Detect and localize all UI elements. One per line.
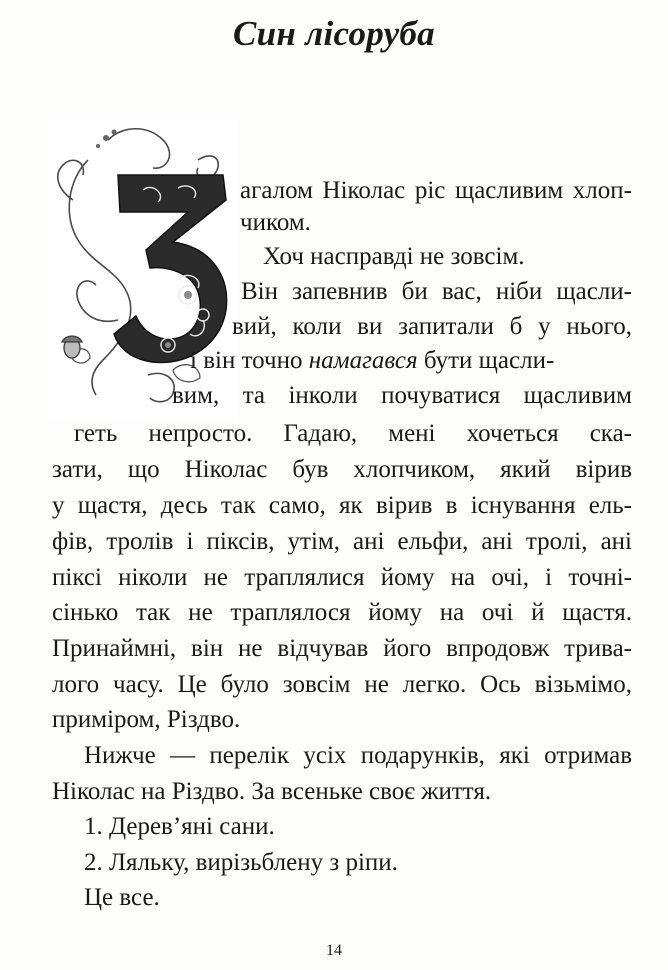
- text-line: вим, та інколи почуватися щасливим: [172, 382, 632, 409]
- text-line: приміром, Різдво.: [52, 706, 241, 733]
- text-segment: бути щасли-: [423, 347, 555, 374]
- gift-list-item: 1. Дерев’яні сани.: [84, 813, 275, 840]
- text-line: Він запевнив би вас, ніби щасли-: [241, 278, 632, 305]
- text-line: [190, 346, 554, 376]
- text-line: Нижче — перелік усіх подарунків, які отримав: [84, 742, 632, 769]
- text-line: у щастя, десь так само, як вірив в існування ель-: [52, 492, 632, 519]
- text-line: Хоч насправді не зовсім.: [263, 243, 525, 270]
- text-line: чиком.: [240, 209, 311, 236]
- emphasis-word: намагався: [308, 347, 418, 374]
- text-line: зати, що Ніколас був хлопчиком, який вірив: [52, 456, 632, 483]
- text-line: геть непросто. Гадаю, мені хочеться ска-: [74, 420, 632, 447]
- chapter-title: Син лісоруба: [233, 14, 435, 53]
- text-line: лого часу. Це було зовсім не легко. Ось візьмімо,: [52, 671, 632, 698]
- text-line: сінько так не траплялося йому на очі й щастя.: [52, 599, 632, 626]
- closing-line: Це все.: [84, 884, 160, 911]
- page-number: 14: [326, 942, 342, 959]
- text-line: Ніколас на Різдво. За всеньке своє життя.: [52, 778, 492, 805]
- gift-list-item: 2. Ляльку, вирізьблену з ріпи.: [84, 849, 398, 876]
- text-segment: і він точно: [190, 347, 303, 374]
- text-line: вий, коли ви запитали б у нього,: [232, 313, 632, 340]
- text-line: піксі ніколи не траплялися йому на очі, і точні-: [52, 564, 632, 591]
- text-line: агалом Ніколас ріс щасливим хлоп-: [240, 177, 632, 204]
- text-line: Принаймні, він не відчував його впродовж трива-: [52, 635, 632, 662]
- text-line: фів, тролів і піксів, утім, ані ельфи, ані тролі, ані: [52, 528, 632, 555]
